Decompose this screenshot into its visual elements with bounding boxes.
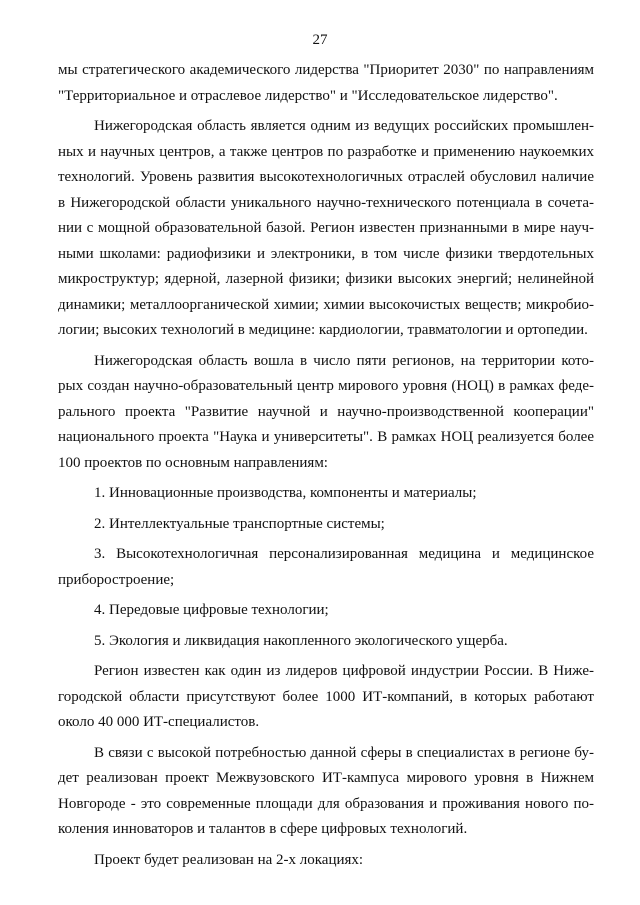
text-line: дет реализован проект Межвузовского ИТ-кампуса мирового уровня в Нижнем [58, 770, 594, 786]
document-body [58, 58, 594, 873]
text-line: рых создан научно-образовательный центр мирового уровня (НОЦ) в рамках феде- [58, 378, 594, 394]
text-line: приборостроение; [58, 571, 175, 588]
text-line: около 40 000 ИТ-специалистов. [58, 714, 260, 730]
text-line: логии; высоких технологий в медицине: кардиологии, травматологии и ортопедии. [58, 322, 588, 338]
text-line: национального проекта "Наука и университеты". В рамках НОЦ реализуется более [58, 429, 594, 445]
text-line: 100 проектов по основным направлениям: [58, 454, 328, 471]
text-line: микроструктур; ядерной, лазерной физики; физики высоких энергий; нелинейной [58, 271, 594, 287]
text-line: В связи с высокой потребностью данной сферы в специалистах в регионе бу- [94, 744, 594, 761]
text-line: динамики; металлоорганической химии; химии высокочистых веществ; микробио- [58, 296, 594, 313]
text-line: ных и научных центров, а также центров по разработке и применению наукоемких [58, 143, 594, 160]
text-line: технологий. Уровень развития высокотехнологичных отраслей обусловил наличие [58, 169, 594, 185]
text-line: 1. Инновационные производства, компоненты и материалы; [94, 485, 477, 501]
text-line: Нижегородская область вошла в число пяти регионов, на территории кото- [94, 352, 594, 369]
text-line: 4. Передовые цифровые технологии; [94, 602, 329, 618]
page-number: 27 [312, 32, 328, 48]
text-line: Регион известен как один из лидеров цифровой индустрии России. В Ниже- [94, 663, 594, 679]
text-line: мы стратегического академического лидерства "Приоритет 2030" по направлениям [58, 62, 594, 78]
text-line: в Нижегородской области уникального научно-технического потенциала в сочета- [58, 194, 594, 211]
text-line: 2. Интеллектуальные транспортные системы; [94, 515, 385, 532]
text-line: Новгороде - это современные площади для образования и проживания нового по- [58, 795, 594, 812]
text-line: ными школами: радиофизики и электроники, в том числе физики твердотельных [58, 245, 594, 262]
text-line: 5. Экология и ликвидация накопленного экологического ущерба. [94, 632, 508, 649]
text-line: 3. Высокотехнологичная персонализированная медицина и медицинское [94, 546, 594, 562]
text-line: Проект будет реализован на 2-х локациях: [94, 851, 364, 868]
text-line: Нижегородская область является одним из ведущих российских промышлен- [94, 118, 594, 134]
text-line: "Территориальное и отраслевое лидерство" и "Исследовательское лидерство". [58, 87, 558, 104]
text-line: коления инноваторов и талантов в сфере цифровых технологий. [58, 821, 468, 837]
text-line: городской области присутствуют более 1000 ИТ-компаний, в которых работают [58, 688, 594, 705]
text-line: рального проекта "Развитие научной и научно-производственной кооперации" [58, 403, 594, 420]
text-line: нии с мощной образовательной базой. Регион известен признанными в мире науч- [58, 220, 594, 236]
